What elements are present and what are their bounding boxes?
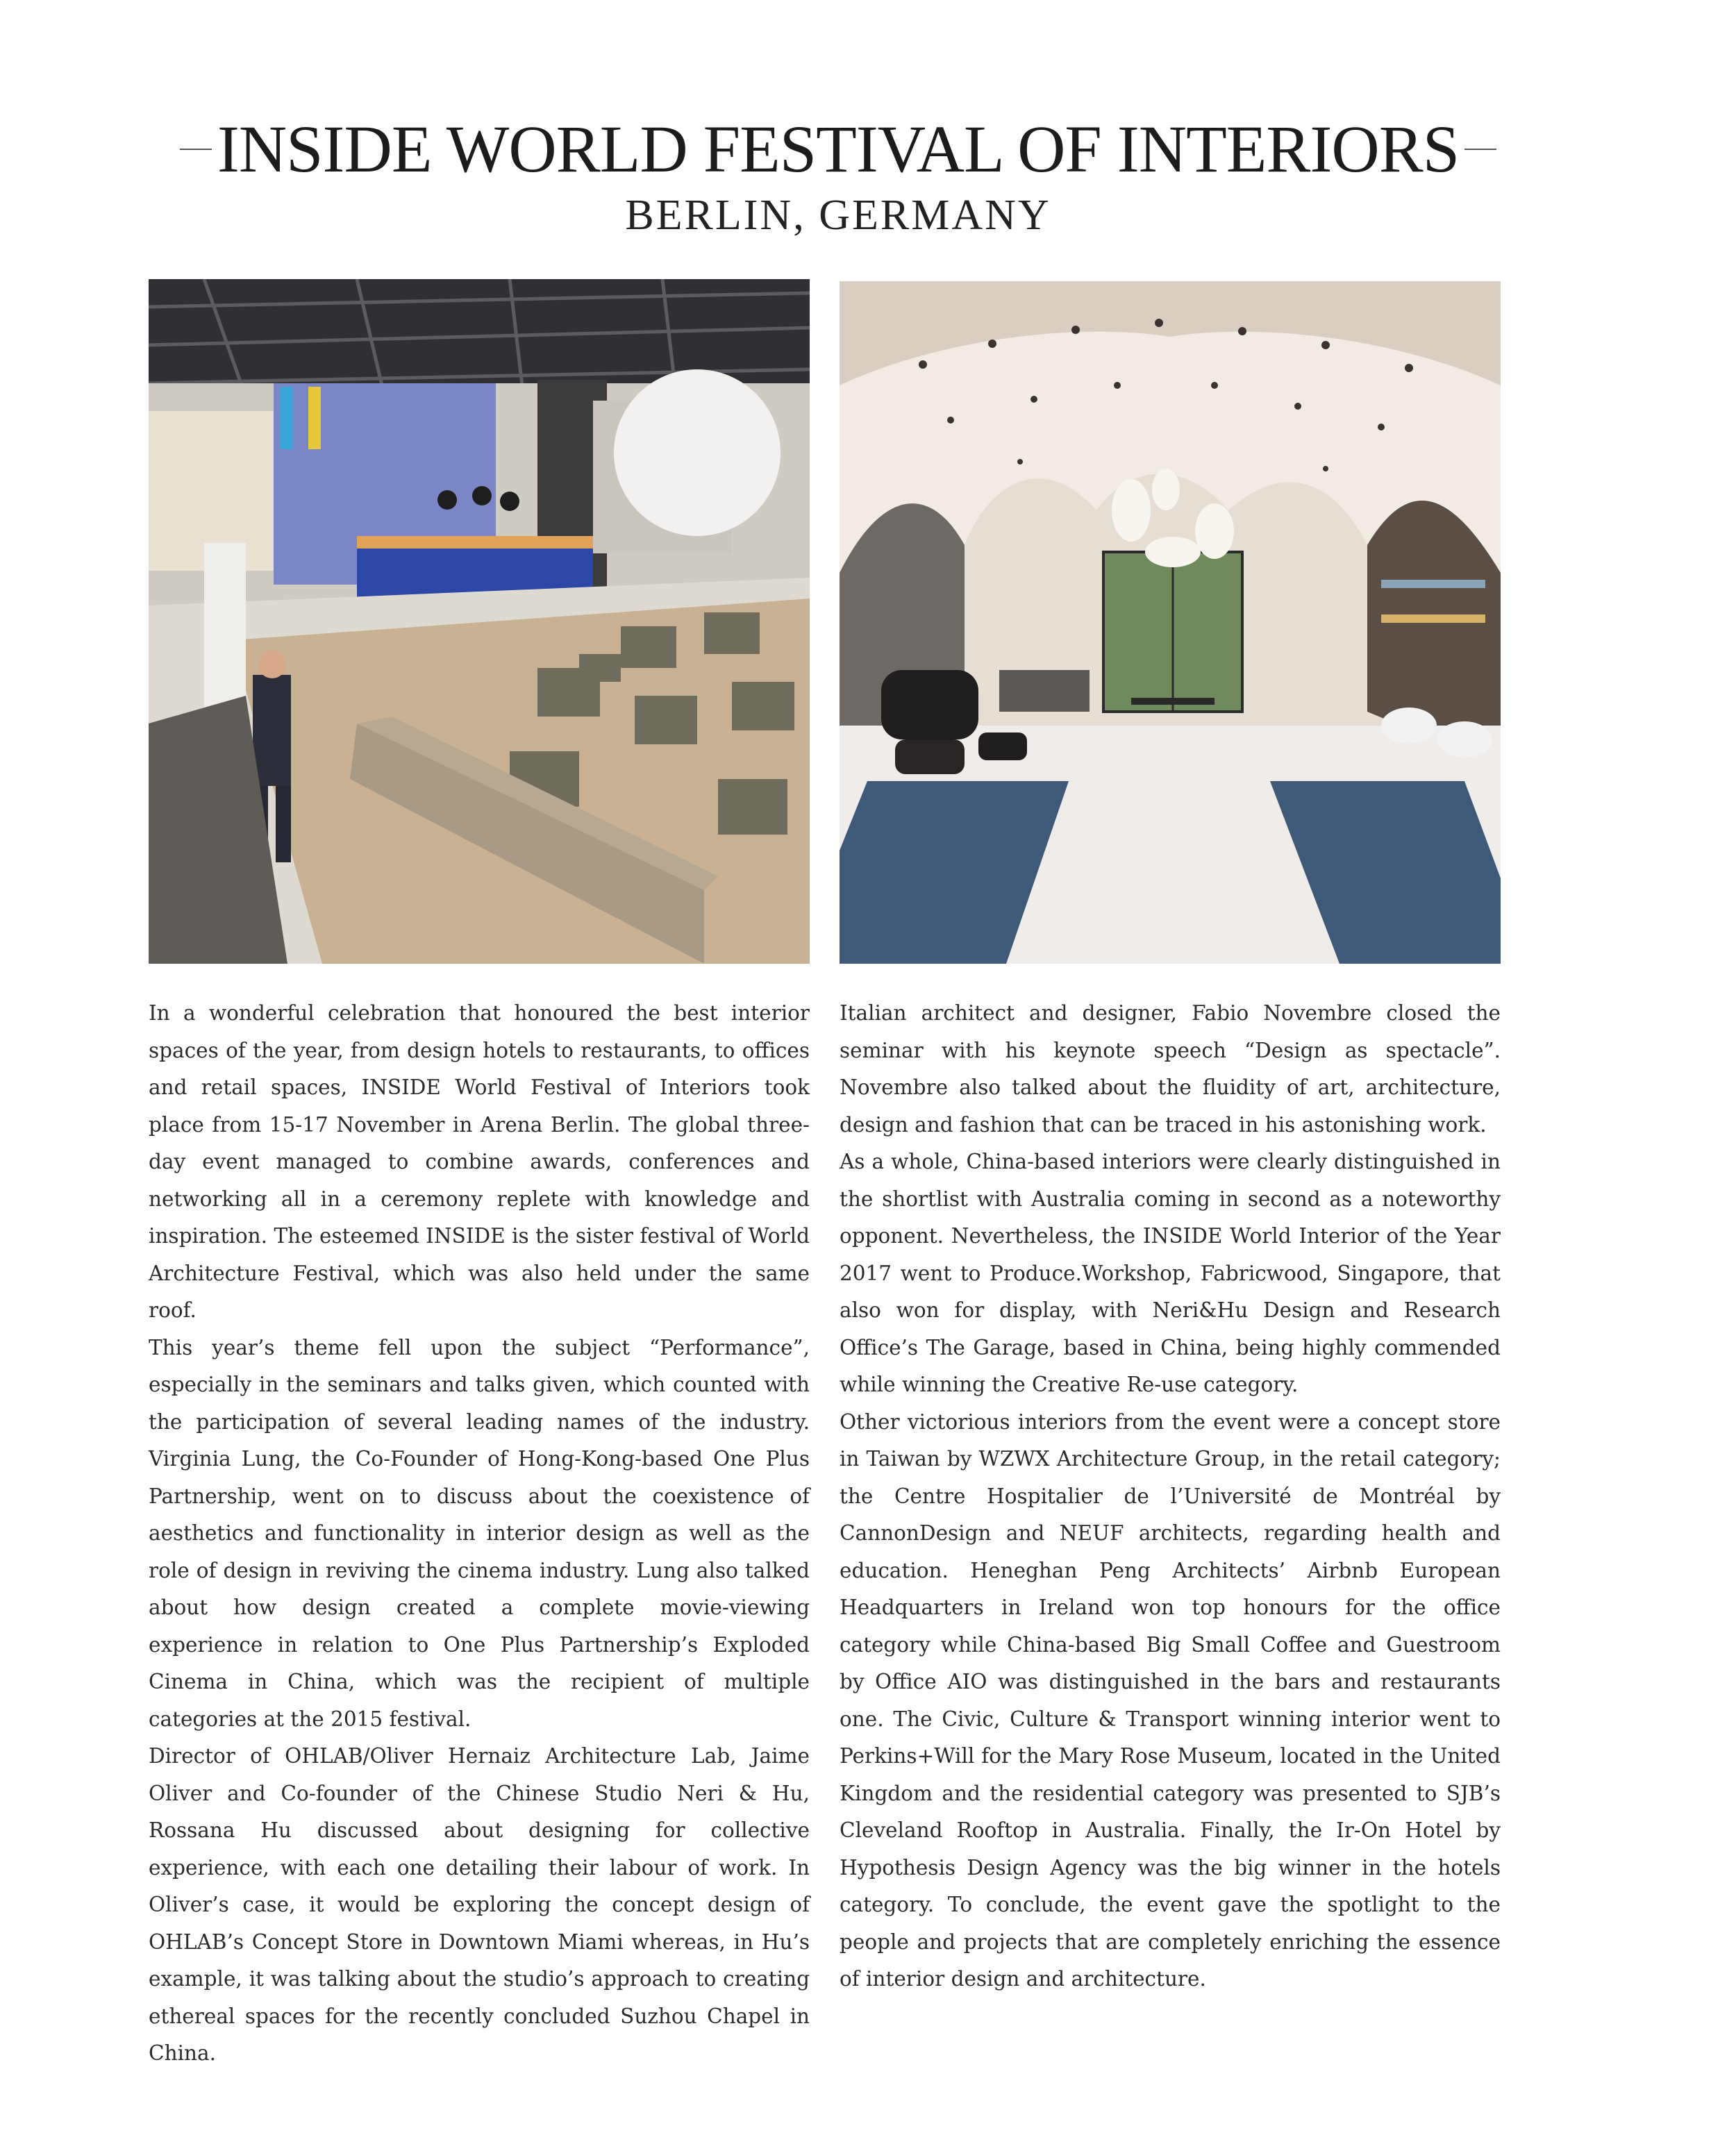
article-column-right [840, 995, 1501, 1998]
article-paragraph: In a wonderful celebration that honoured the best interior spaces of the year, from design hotels to restaurants, to offices and retail spaces, INSIDE World Festival of Interiors took place from 15-17 November in Arena Berlin. The global three-day event managed to combine awards, conferences and networking all in a ceremony replete with knowledge and inspiration. The esteemed INSIDE is the sister festival of World Architecture Festival, which was also held under the same roof. [149, 1001, 810, 1322]
photo-exhibition-hall [149, 279, 810, 964]
article-column-left [149, 995, 810, 2073]
article-paragraph: This year’s theme fell upon the subject “Performance”, especially in the seminars and talks given, which counted with the participation of several leading names of the industry. Virginia Lung, the Co-Founder of Hong-Kong-based One Plus Partnership, went on to discuss about the coexistence of aesthetics and functionality in interior design as well as the role of design in reviving the cinema industry. Lung also talked about how design created a complete movie-viewing experience in relation to One Plus Partnership’s Exploded Cinema in China, which was the recipient of multiple categories at the 2015 festival. [149, 1335, 810, 1731]
title-row [149, 111, 1528, 187]
photo-office-interior [840, 281, 1501, 964]
title-rule-right [1464, 149, 1496, 150]
page-subtitle: BERLIN, GERMANY [625, 192, 1051, 239]
article-paragraph: Director of OHLAB/Oliver Hernaiz Architecture Lab, Jaime Oliver and Co-founder of the Chinese Studio Neri & Hu, Rossana Hu discussed about designing for collective experience, with each one detailing their labour of work. In Oliver’s case, it would be exploring the concept design of OHLAB’s Concept Store in Downtown Miami whereas, in Hu’s example, it was talking about the studio’s approach to creating ethereal spaces for the recently concluded Suzhou Chapel in China. [149, 1744, 810, 2065]
article-paragraph: As a whole, China-based interiors were clearly distinguished in the shortlist with Australia coming in second as a noteworthy opponent. Nevertheless, the INSIDE World Interior of the Year 2017 went to Produce.Workshop, Fabricwood, Singapore, that also won for display, with Neri&Hu Design and Research Office’s The Garage, based in China, being highly commended while winning the Creative Re-use category. [840, 1150, 1501, 1396]
title-rule-left [180, 149, 212, 150]
article-paragraph: Italian architect and designer, Fabio Novembre closed the seminar with his keynote speech “Design as spectacle”. Novembre also talked about the fluidity of art, architecture, design and fashion that can be traced in his astonishing work. [840, 1001, 1501, 1137]
article-paragraph: Other victorious interiors from the event were a concept store in Taiwan by WZWX Architecture Group, in the retail category; the Centre Hospitalier de l’Université de Montréal by CannonDesign and NEUF architects, regarding health and education. Heneghan Peng Architects’ Airbnb European Headquarters in Ireland won top honours for the office category while China-based Big Small Coffee and Guestroom by Office AIO was distinguished in the bars and restaurants one. The Civic, Culture & Transport winning interior went to Perkins+Will for the Mary Rose Museum, located in the United Kingdom and the residential category was presented to SJB’s Cleveland Rooftop in Australia. Finally, the Ir-On Hotel by Hypothesis Design Agency was the big winner in the hotels category. To conclude, the event gave the spotlight to the people and projects that are completely enriching the essence of interior design and architecture. [840, 1409, 1501, 1991]
page-title: INSIDE WORLD FESTIVAL OF INTERIORS [217, 112, 1460, 186]
